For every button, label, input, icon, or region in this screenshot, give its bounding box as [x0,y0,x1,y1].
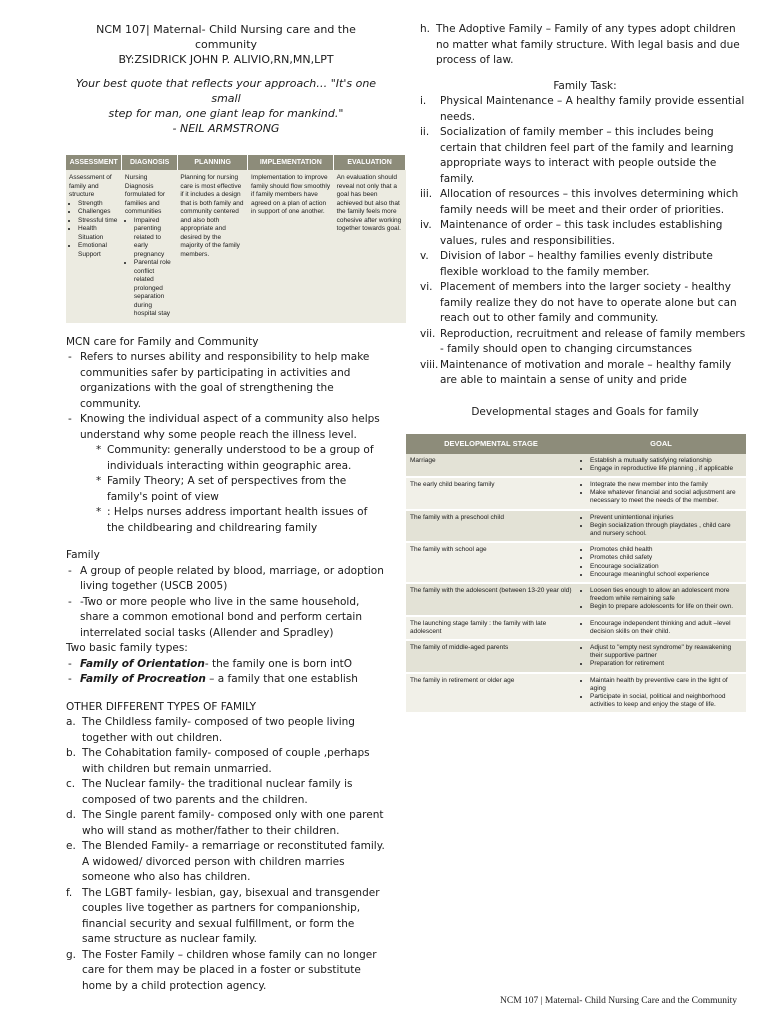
family-procreation [66,672,386,688]
adpie-header-assessment: ASSESSMENT [66,155,122,170]
list-item: • Promotes child safety [590,554,742,562]
item-text: Physical Maintenance – A healthy family provide essential needs. [440,95,745,123]
adpie-header-diagnosis: DIAGNOSIS [122,155,177,170]
quote-line-1: Your best quote that reflects your approach… "It's one small [75,77,377,105]
list-item: • Adjust to "empty nest syndrome" by reawakening their supportive partner [590,644,742,660]
mcn-sub-list [80,443,386,536]
other-types-section [66,700,386,995]
list-item [66,948,386,995]
family-task-heading: Family Task: [553,79,617,92]
assessment-text: Assessment of family and structure [69,174,112,198]
list-item [420,218,750,249]
item-text: The Blended Family- a remarriage or reconstituted family. A widowed/ divorced person with children marries someone who also has children. [82,840,385,883]
quote-author: - NEIL ARMSTRONG [172,122,280,135]
procreation-text: – a family that one establish [205,673,358,685]
procreation-term: Family of Procreation [80,673,206,685]
mcn-bullet-2 [66,412,386,536]
mcn-bullet-2-text: Knowing the individual aspect of a community also helps understand why some people reach the illness level. [80,413,380,441]
item-label: v. [420,250,429,262]
stage-cell: The family of middle-aged parents [406,640,576,673]
family-list [66,564,386,642]
item-label: g. [66,948,77,961]
family-bullet-2: - -Two or more people who live in the same household, share a common emotional bond and perform certain interrelated social tasks (Allender and Spradley) [66,595,386,642]
title-line-1: NCM 107| Maternal- Child Nursing care and the community [96,23,356,51]
dev-header-stage: DEVELOPMENTAL STAGE [406,434,576,454]
list-item: • Engage in reproductive life planning , if applicable [590,465,742,473]
family-task-list [420,94,750,389]
table-row [406,542,746,583]
right-column [410,22,750,714]
list-item [420,22,750,69]
item-text: The Childless family- composed of two people living together with out children. [82,716,355,744]
list-item [420,187,750,218]
orientation-text: - the family one is born intO [204,657,353,670]
item-text: Division of labor – healthy families evenly distribute flexible workload to the family member. [440,250,713,278]
mcn-list [66,350,386,536]
family-section [66,548,386,688]
item-label: vii. [420,327,436,340]
implementation-cell: Implementation to improve family should flow smoothly if family members have agreed on a plan of action in support of one another. [248,170,334,323]
item-label: ii. [420,126,430,138]
list-item: • Make whatever financial and social adjustment are necessary to meet the needs of the member. [590,489,742,505]
item-text: The Single parent family- composed only with one parent who will stand as mother/father to their children. [82,809,384,837]
item-label: iii. [420,188,433,200]
goal-cell [576,640,746,673]
list-item [66,886,386,948]
quote-line-2: step for man, one giant leap for mankind." [108,107,344,120]
dev-header-goal: GOAL [576,434,746,454]
table-row [406,616,746,640]
list-item [420,94,750,125]
item-label: a. [66,716,76,728]
left-column [66,22,402,994]
title-line-2: BY:ZSIDRICK JOHN P. ALIVIO,RN,MN,LPT [118,53,334,66]
table-row [406,454,746,477]
list-item: • Encourage socialization [590,563,742,571]
stage-cell: The family with school age [406,542,576,583]
dev-stages-table [406,434,746,714]
stage-cell: The early child bearing family [406,477,576,510]
table-row [406,583,746,616]
planning-cell: Planning for nursing care is most effective if it includes a design that is both family and community centered and also both appropriate and desired by the majority of the family members. [177,170,248,323]
adpie-header-implementation: IMPLEMENTATION [248,155,334,170]
list-item: • Preparation for retirement [590,660,742,668]
mcn-sub-2: * Family Theory; A set of perspectives from the family's point of view [96,474,386,505]
quote [66,76,386,136]
list-item [66,808,386,839]
mcn-section [66,335,386,537]
diagnosis-text: Nursing Diagnosis formulated for families and communities [124,174,166,215]
list-item: • Emotional Support [78,242,119,259]
list-item: • Begin socialization through playdates , child care and nursery school. [590,522,742,538]
item-label: i. [420,95,427,107]
list-item [420,327,750,358]
table-row [406,477,746,510]
page-footer: NCM 107 | Maternal- Child Nursing Care and the Community [500,996,737,1006]
item-text: Socialization of family member – this includes being certain that children feel part of the family and learning appropriate ways to interact with people outside the family. [440,126,734,185]
item-text: Placement of members into the larger society - healthy family realize they do not have to operate alone but can reach out to other family and community. [440,281,737,324]
list-item: • Parental role conflict related prolonged separation during hospital stay [134,259,174,319]
orientation-term: Family of Orientation [80,657,205,670]
adpie-header-evaluation: EVALUATION [334,155,406,170]
list-item: • Integrate the new member into the family [590,481,742,489]
adoptive-family-list [420,22,750,69]
item-text: The Cohabitation family- composed of couple ,perhaps with children but remain unmarried. [82,747,370,775]
item-text: Maintenance of motivation and morale – healthy family are able to maintain a sense of unity and pride [440,358,732,386]
item-label: vi. [420,281,433,293]
list-item: • Encourage meaningful school experience [590,571,742,579]
item-label: c. [66,778,76,790]
family-heading: Family [66,549,100,561]
adpie-header-planning: PLANNING [177,155,248,170]
list-item: • Promotes child health [590,546,742,554]
list-item: • Begin to prepare adolescents for life on their own. [590,603,742,611]
item-label: d. [66,809,77,821]
goal-cell [576,583,746,616]
list-item: • Loosen ties enough to allow an adolescent more freedom while remaining safe [590,587,742,603]
item-text: Reproduction, recruitment and release of family members - family should open to changing circumstances [440,327,746,355]
list-item: • Stressful time [78,217,119,226]
item-text: The Nuclear family- the traditional nuclear family is composed of two parents and the children. [82,778,353,806]
stage-cell: The family with a preschool child [406,510,576,543]
stage-cell: Marriage [406,454,576,477]
mcn-heading: MCN care for Family and Community [66,335,259,348]
adpie-header-row [66,155,406,170]
stage-cell: The launching stage family : the family with late adolescent [406,616,576,640]
item-label: f. [66,886,73,899]
goal-cell [576,510,746,543]
goal-cell [576,477,746,510]
goal-cell [576,542,746,583]
stage-cell: The family in retirement or older age [406,673,576,714]
item-text: Maintenance of order – this task includes establishing values, rules and responsibilities. [440,219,723,247]
diagnosis-cell [122,170,177,323]
list-item: • Health Situation [78,225,119,242]
assessment-cell [66,170,122,323]
adpie-table [66,155,406,323]
item-label: b. [66,747,77,759]
list-item [66,715,386,746]
stage-cell: The family with the adolescent (between 13-20 year old) [406,583,576,616]
dev-header-row [406,434,746,454]
list-item: • Impaired parenting related to early pregnancy [134,217,174,260]
item-text: The Adoptive Family – Family of any types adopt children no matter what family structure. With legal basis and due process of law. [436,23,740,66]
list-item: • Participate in social, political and neighborhood activities to keep and enjoy the stage of life. [590,693,742,709]
list-item: • Maintain health by preventive care in the light of aging [590,677,742,693]
diagnosis-list [125,217,174,319]
item-label: h. [420,23,430,35]
list-item [66,839,386,886]
adpie-body-row [66,170,406,323]
list-item [420,125,750,187]
list-item [420,280,750,327]
document-title [66,22,386,67]
item-label: e. [66,840,76,852]
item-text: The LGBT family- lesbian, gay, bisexual and transgender couples live together as partners for companionship, financial security and sexual fulfillment, or form the same structure as nuclear family. [82,886,380,945]
other-types-heading: OTHER DIFFERENT TYPES OF FAMILY [66,700,256,713]
family-orientation [66,657,386,673]
dev-stages-heading: Developmental stages and Goals for family [471,405,699,418]
list-item: • Challenges [78,208,119,217]
item-label: iv. [420,219,432,231]
goal-cell [576,673,746,714]
table-row [406,673,746,714]
item-text: The Foster Family – children whose family can no longer care for them may be placed in a foster or substitute home by a child protection agency. [82,948,377,992]
basic-types-list [66,657,386,688]
evaluation-cell: An evaluation should reveal not only that a goal has been achieved but also that the family feels more cohesive after working together towards goal. [334,170,406,323]
basic-types-heading: Two basic family types: [66,642,188,654]
list-item: • Strength [78,200,119,209]
goal-cell [576,454,746,477]
goal-cell [576,616,746,640]
item-text: Allocation of resources – this involves determining which family needs will be meet and their order of priorities. [440,188,739,216]
list-item [420,249,750,280]
list-item [66,777,386,808]
mcn-sub-3: * : Helps nurses address important health issues of the childbearing and childrearing family [96,505,386,536]
family-bullet-1: - A group of people related by blood, marriage, or adoption living together (USCB 2005) [66,564,386,595]
list-item [66,746,386,777]
list-item: • Prevent unintentional injuries [590,514,742,522]
table-row [406,510,746,543]
item-label: viii. [420,358,439,371]
mcn-bullet-1: - Refers to nurses ability and responsibility to help make communities safer by participating in activities and organizations with the goal of strengthening the community. [66,350,386,412]
list-item: • Establish a mutually satisfying relationship [590,457,742,465]
assessment-list [69,200,119,260]
mcn-sub-1: * Community: generally understood to be a group of individuals interacting within geographic area. [96,443,386,474]
list-item [420,358,750,389]
table-row [406,640,746,673]
other-types-list [66,715,386,994]
list-item: • Encourage independent thinking and adult –level decision skills on their child. [590,620,742,636]
